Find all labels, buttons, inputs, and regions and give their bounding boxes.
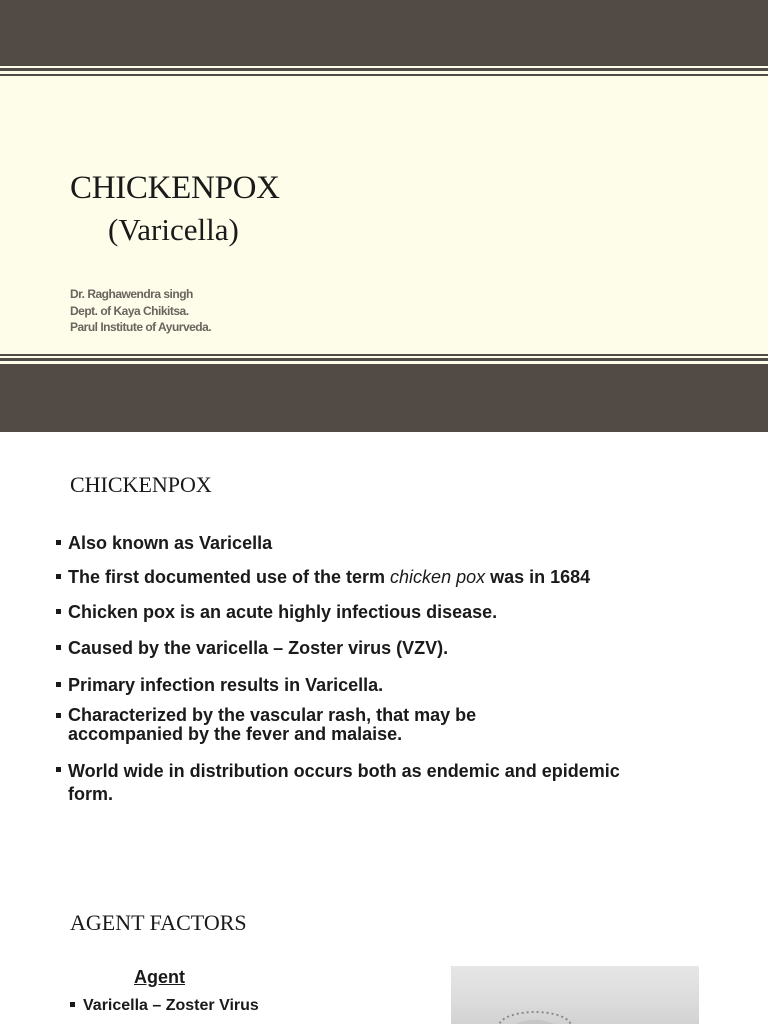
- content-slide-title: CHICKENPOX: [70, 472, 212, 497]
- bullet-text: Caused by the varicella – Zoster virus (VZV).: [68, 638, 449, 658]
- author-name: Dr. Raghawendra singh: [70, 287, 193, 301]
- bottom-rule: [0, 358, 768, 361]
- bullet-text: [68, 567, 728, 587]
- bullet-item: [56, 567, 728, 587]
- bullet-marker: [56, 645, 61, 650]
- bullet-text: World wide in distribution occurs both as endemic and epidemic form.: [68, 761, 620, 804]
- virus-micrograph-image: [451, 966, 699, 1024]
- bullet-marker: [56, 682, 61, 687]
- bullet-item: [56, 638, 728, 658]
- bullet-text-after: was in 1684: [485, 567, 591, 587]
- agent-subheading: Agent: [134, 967, 185, 987]
- author-institute: Parul Institute of Ayurveda.: [70, 320, 212, 334]
- bullet-item: [56, 533, 728, 553]
- slide-subtitle: (Varicella): [108, 212, 239, 247]
- bullet-marker: [56, 767, 61, 772]
- bottom-band: [0, 364, 768, 432]
- bullet-text: Varicella – Zoster Virus: [83, 997, 259, 1014]
- content-slide: [0, 432, 768, 868]
- slide-title: CHICKENPOX: [70, 170, 280, 206]
- bullet-text: Also known as Varicella: [68, 533, 273, 553]
- agent-slide: [0, 868, 768, 1024]
- bullet-text: Characterized by the vascular rash, that may be accompanied by the fever and malaise.: [68, 705, 477, 744]
- bullet-item: [70, 997, 259, 1015]
- bullet-item: [56, 602, 728, 622]
- bullet-marker: [56, 713, 61, 718]
- bullet-text-emphasis: chicken pox: [390, 567, 486, 587]
- agent-slide-title: AGENT FACTORS: [70, 910, 247, 935]
- bullet-item: [56, 675, 728, 695]
- bullet-text: Chicken pox is an acute highly infectious disease.: [68, 602, 498, 622]
- virus-particle-sketch: [451, 966, 699, 1024]
- top-rule: [0, 68, 768, 71]
- bullet-text: Primary infection results in Varicella.: [68, 675, 384, 695]
- bullet-item: [56, 706, 728, 744]
- top-band: [0, 0, 768, 66]
- bullet-marker: [56, 574, 61, 579]
- bullet-text-before: The first documented use of the term: [68, 567, 391, 587]
- bullet-item: [56, 760, 728, 806]
- title-slide: [0, 0, 768, 432]
- bullet-marker: [56, 609, 61, 614]
- top-rule-thin: [0, 74, 768, 76]
- author-dept: Dept. of Kaya Chikitsa.: [70, 303, 189, 318]
- bullet-marker: [56, 540, 61, 545]
- bullet-marker: [70, 1002, 75, 1007]
- author-block: [70, 286, 211, 336]
- bottom-rule-thin: [0, 354, 768, 356]
